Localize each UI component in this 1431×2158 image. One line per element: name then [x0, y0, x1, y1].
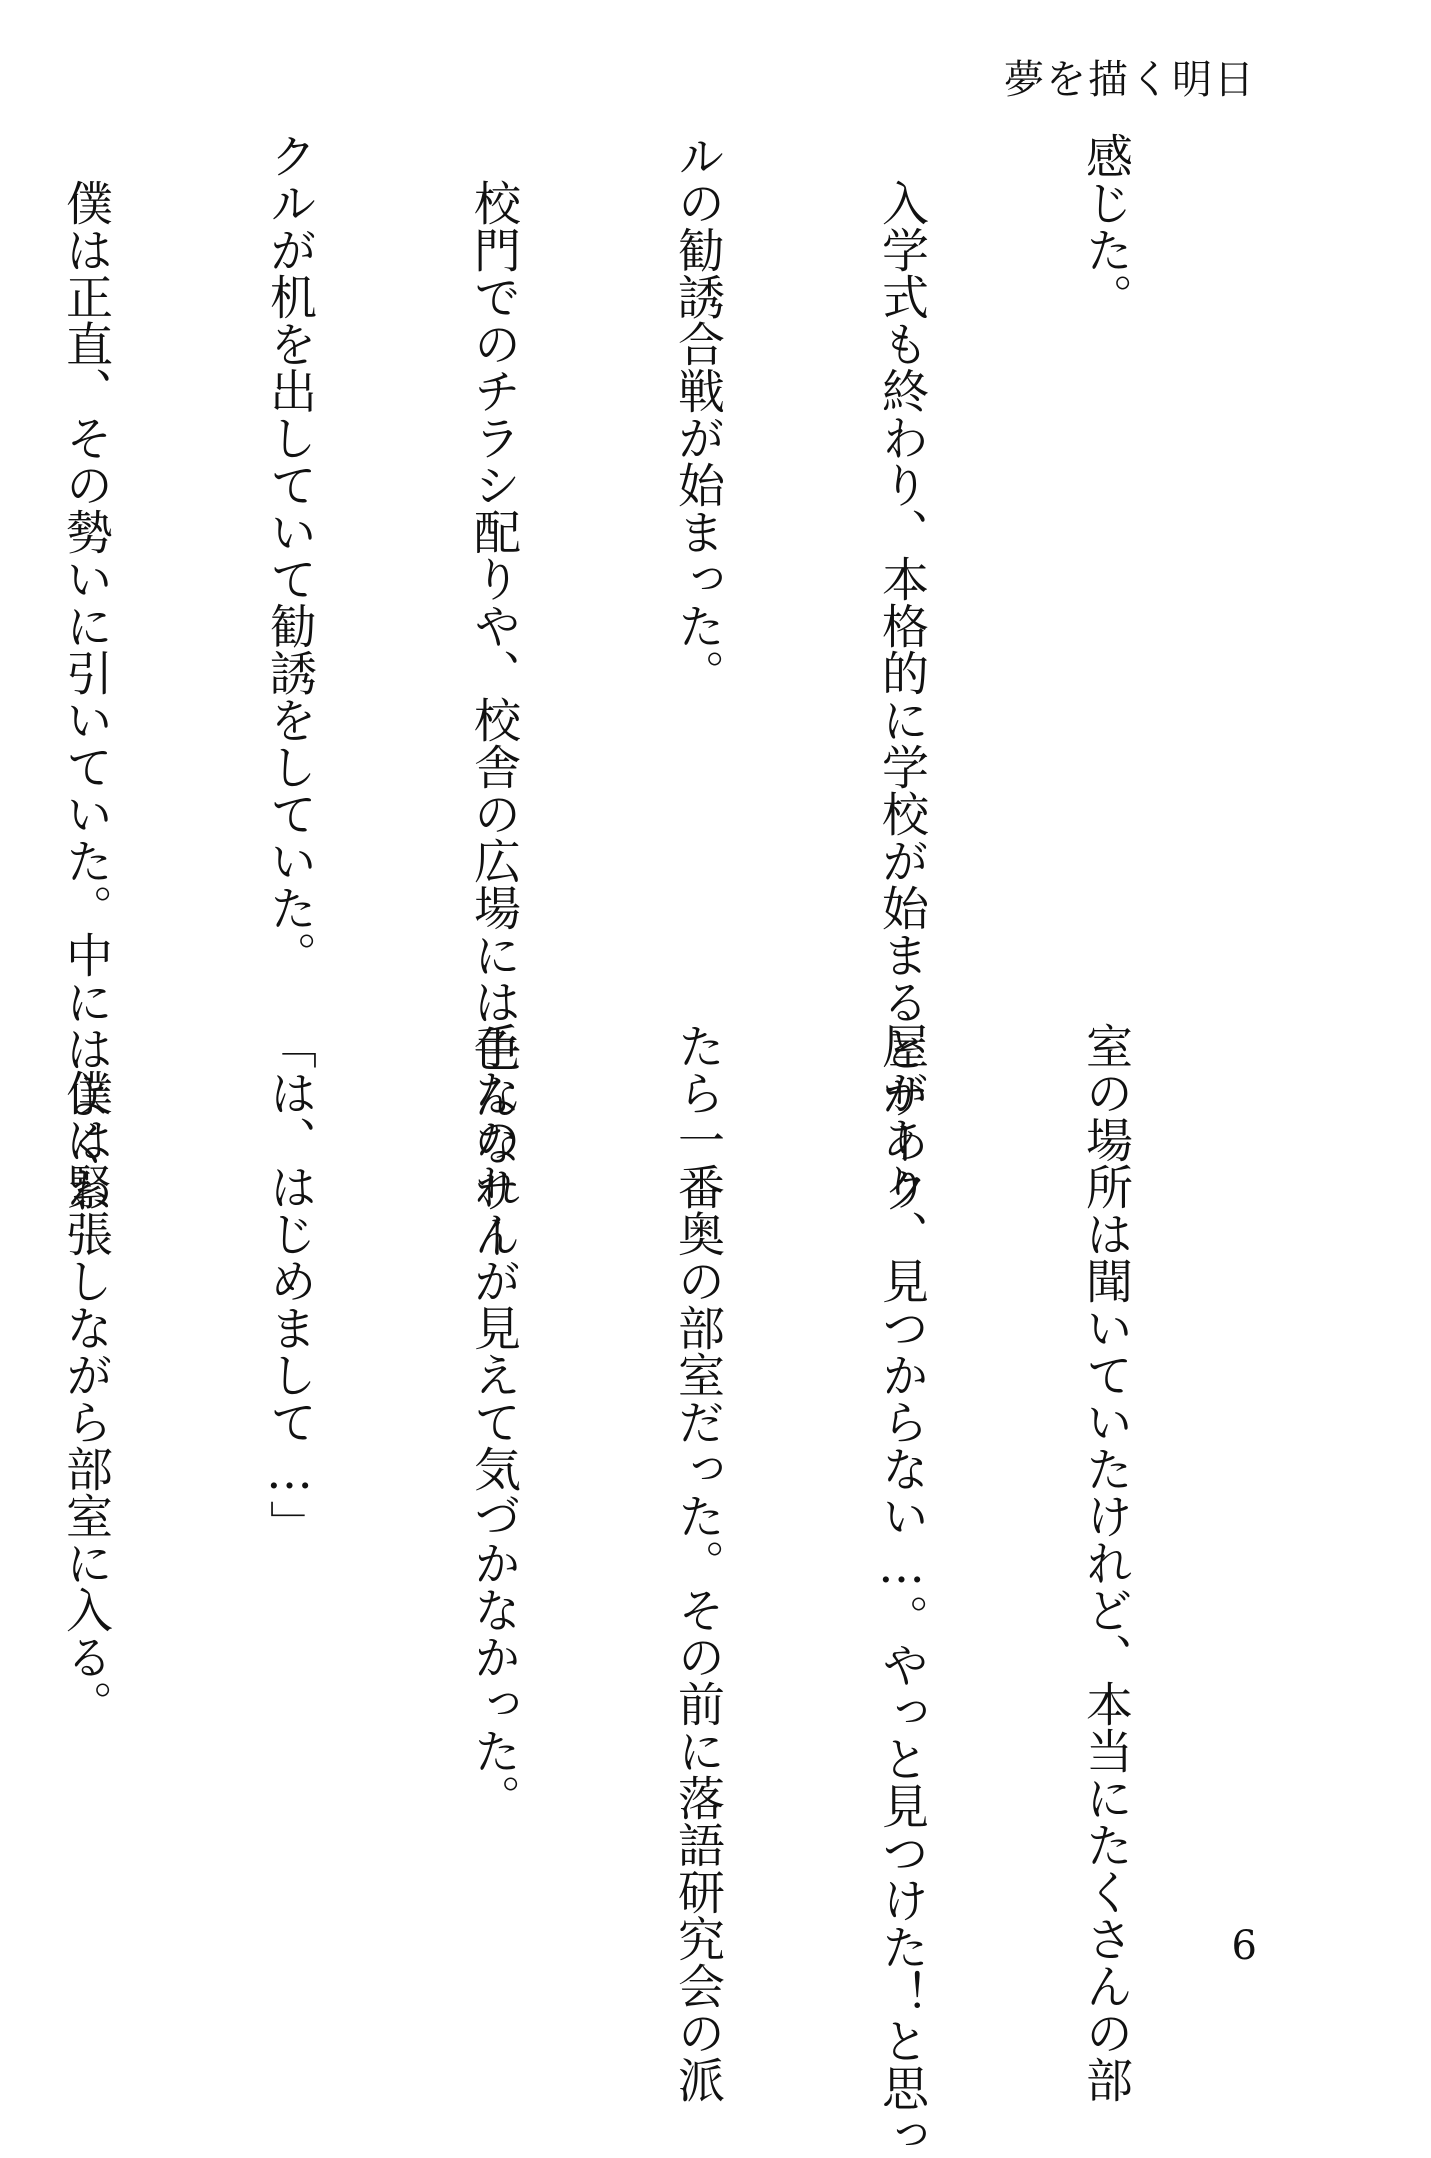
- text-line: 「は、はじめまして…」: [262, 1022, 317, 1547]
- text-line: たら一番奥の部室だった。その前に落語研究会の派: [670, 1022, 725, 2103]
- text-line: 僕は緊張しながら部室に入る。: [58, 1022, 113, 1727]
- page-number: 6: [1231, 1923, 1257, 1969]
- text-line: ルの勧誘合戦が始まった。: [670, 132, 725, 696]
- text-line: 校門でのチラシ配りや、校舎の広場には色んなサー: [466, 132, 521, 1260]
- lower-text-block: [0, 1022, 1275, 2158]
- text-line: 室の場所は聞いていたけれど、本当にたくさんの部: [1078, 1022, 1133, 2103]
- text-line: クルが机を出していて勧誘をしていた。: [262, 132, 317, 978]
- text-line: 僕は正直、その勢いに引いていた。中にはよくわ: [58, 132, 113, 1213]
- text-line: 手なのれんが見えて気づかなかった。: [466, 1022, 521, 1821]
- text-line: 感じた。: [1078, 132, 1133, 320]
- running-title: 夢を描く明日: [1004, 57, 1256, 103]
- text-line: 入学式も終わり、本格的に学校が始まるとサーク: [874, 132, 929, 1213]
- upper-text-block: [0, 132, 1275, 1260]
- text-line: 屋があり、見つからない…。やっと見つけた！と思っ: [874, 1022, 929, 2158]
